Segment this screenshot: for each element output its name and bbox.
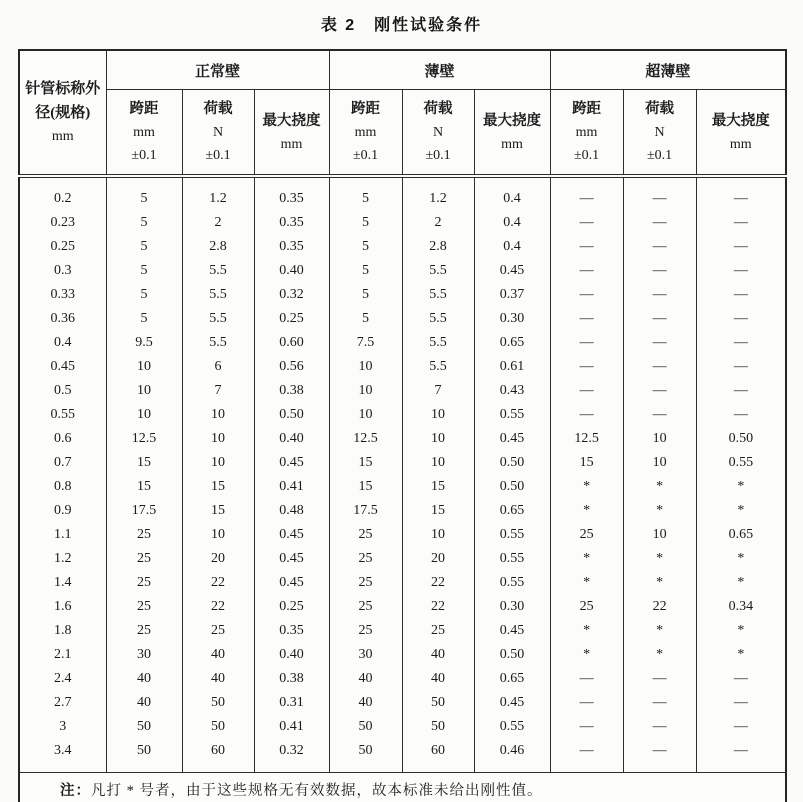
value-cell: * (550, 547, 623, 571)
value-cell: 7 (402, 379, 474, 403)
value-cell: 10 (329, 379, 402, 403)
table-row (19, 427, 786, 451)
spec-cell: 2.7 (19, 691, 106, 715)
value-cell: 0.30 (474, 307, 550, 331)
value-cell: 15 (329, 451, 402, 475)
value-cell: — (623, 259, 696, 283)
value-cell: 5.5 (402, 283, 474, 307)
value-cell: 10 (623, 427, 696, 451)
value-cell: — (550, 211, 623, 235)
value-cell: 0.4 (474, 211, 550, 235)
value-cell: 10 (329, 355, 402, 379)
value-cell: — (623, 283, 696, 307)
value-cell: 0.32 (254, 739, 329, 773)
value-cell: 0.40 (254, 259, 329, 283)
value-cell: 10 (182, 427, 254, 451)
value-cell: 0.61 (474, 355, 550, 379)
table-row (19, 667, 786, 691)
spec-cell: 0.3 (19, 259, 106, 283)
value-cell: 0.55 (696, 451, 786, 475)
value-cell: 50 (402, 691, 474, 715)
value-cell: 0.55 (474, 571, 550, 595)
value-cell: 0.45 (474, 619, 550, 643)
value-cell: 5.5 (402, 259, 474, 283)
value-cell: * (623, 499, 696, 523)
value-cell: 0.45 (474, 259, 550, 283)
value-cell: 5 (329, 211, 402, 235)
spec-cell: 0.9 (19, 499, 106, 523)
table-row (19, 331, 786, 355)
value-cell: 0.34 (696, 595, 786, 619)
value-cell: 12.5 (106, 427, 182, 451)
spec-label-line1: 针管标称外 (25, 80, 101, 97)
rigidity-test-table (18, 49, 787, 802)
value-cell: 25 (106, 595, 182, 619)
value-cell: 5.5 (402, 307, 474, 331)
value-cell: 50 (329, 739, 402, 773)
value-cell: 22 (623, 595, 696, 619)
value-cell: 0.65 (696, 523, 786, 547)
value-cell: 17.5 (329, 499, 402, 523)
value-cell: 5 (329, 176, 402, 211)
value-cell: 10 (402, 427, 474, 451)
value-cell: — (623, 176, 696, 211)
value-cell: 6 (182, 355, 254, 379)
value-cell: 15 (182, 475, 254, 499)
table-row (19, 307, 786, 331)
value-cell: 0.45 (474, 427, 550, 451)
table-row (19, 691, 786, 715)
value-cell: — (550, 176, 623, 211)
value-cell: * (696, 643, 786, 667)
value-cell: 0.45 (474, 691, 550, 715)
spec-cell: 0.55 (19, 403, 106, 427)
value-cell: 0.55 (474, 547, 550, 571)
value-cell: — (550, 715, 623, 739)
value-cell: 0.45 (254, 571, 329, 595)
table-title: 表 2 刚性试验条件 (320, 17, 483, 34)
value-cell: 0.32 (254, 283, 329, 307)
value-cell: * (623, 547, 696, 571)
value-cell: * (550, 499, 623, 523)
header-deflection-ultrathin: 最大挠度 mm (696, 90, 786, 177)
value-cell: — (623, 403, 696, 427)
value-cell: 5.5 (182, 307, 254, 331)
value-cell: 0.41 (254, 475, 329, 499)
header-deflection-normal: 最大挠度 mm (254, 90, 329, 177)
value-cell: 10 (402, 403, 474, 427)
value-cell: 0.56 (254, 355, 329, 379)
spec-cell: 0.4 (19, 331, 106, 355)
value-cell: 25 (550, 523, 623, 547)
value-cell: 25 (106, 619, 182, 643)
value-cell: 15 (402, 499, 474, 523)
value-cell: 0.45 (254, 547, 329, 571)
value-cell: — (550, 235, 623, 259)
value-cell: 5 (329, 259, 402, 283)
spec-cell: 1.8 (19, 619, 106, 643)
value-cell: — (623, 211, 696, 235)
table-row (19, 643, 786, 667)
value-cell: 0.25 (254, 307, 329, 331)
table-row (19, 547, 786, 571)
value-cell: — (696, 283, 786, 307)
value-cell: 50 (329, 715, 402, 739)
header-span-normal: 跨距 mm ±0.1 (106, 90, 182, 177)
table-row (19, 523, 786, 547)
note-row (19, 773, 786, 802)
value-cell: 50 (402, 715, 474, 739)
table-row (19, 715, 786, 739)
value-cell: 0.48 (254, 499, 329, 523)
value-cell: — (550, 307, 623, 331)
value-cell: 15 (402, 475, 474, 499)
value-cell: 25 (182, 619, 254, 643)
value-cell: 0.40 (254, 643, 329, 667)
value-cell: 0.65 (474, 667, 550, 691)
value-cell: 17.5 (106, 499, 182, 523)
value-cell: 10 (182, 451, 254, 475)
table-row (19, 739, 786, 773)
value-cell: — (696, 667, 786, 691)
value-cell: 20 (182, 547, 254, 571)
value-cell: * (623, 619, 696, 643)
value-cell: — (623, 235, 696, 259)
value-cell: 15 (182, 499, 254, 523)
header-span-ultrathin: 跨距 mm ±0.1 (550, 90, 623, 177)
header-span-thin: 跨距 mm ±0.1 (329, 90, 402, 177)
table-row (19, 403, 786, 427)
value-cell: 10 (623, 523, 696, 547)
value-cell: 0.55 (474, 403, 550, 427)
value-cell: 0.4 (474, 176, 550, 211)
value-cell: * (550, 475, 623, 499)
spec-cell: 0.23 (19, 211, 106, 235)
value-cell: * (550, 619, 623, 643)
spec-cell: 0.6 (19, 427, 106, 451)
note-text: 凡打 * 号者，由于这些规格无有效数据，故本标准未给出刚性值。 (91, 782, 543, 799)
value-cell: 0.60 (254, 331, 329, 355)
value-cell: 0.55 (474, 523, 550, 547)
spec-cell: 0.33 (19, 283, 106, 307)
value-cell: 7.5 (329, 331, 402, 355)
value-cell: 0.45 (254, 523, 329, 547)
value-cell: 5.5 (402, 355, 474, 379)
value-cell: * (623, 643, 696, 667)
value-cell: 15 (106, 451, 182, 475)
value-cell: 10 (182, 403, 254, 427)
header-group-normal-wall: 正常壁 (106, 50, 329, 90)
value-cell: — (696, 331, 786, 355)
value-cell: 0.50 (474, 643, 550, 667)
note-prefix: 注： (60, 782, 91, 799)
value-cell: 0.50 (474, 475, 550, 499)
value-cell: 0.43 (474, 379, 550, 403)
value-cell: — (550, 403, 623, 427)
value-cell: 5 (106, 283, 182, 307)
value-cell: 10 (402, 451, 474, 475)
value-cell: * (696, 547, 786, 571)
value-cell: 0.65 (474, 499, 550, 523)
value-cell: — (696, 355, 786, 379)
header-deflection-thin: 最大挠度 mm (474, 90, 550, 177)
value-cell: — (550, 283, 623, 307)
header-group-ultrathin-wall: 超薄壁 (550, 50, 786, 90)
value-cell: * (550, 571, 623, 595)
spec-cell: 0.2 (19, 176, 106, 211)
value-cell: * (696, 619, 786, 643)
spec-cell: 1.2 (19, 547, 106, 571)
header-group-thin-wall: 薄壁 (329, 50, 550, 90)
value-cell: 40 (106, 691, 182, 715)
value-cell: 0.45 (254, 451, 329, 475)
value-cell: 0.38 (254, 667, 329, 691)
value-cell: 2.8 (402, 235, 474, 259)
value-cell: 60 (402, 739, 474, 773)
table-row (19, 451, 786, 475)
value-cell: 5 (106, 259, 182, 283)
value-cell: 1.2 (182, 176, 254, 211)
spec-label-line2: 径(规格) (35, 104, 91, 121)
value-cell: 10 (402, 523, 474, 547)
spec-cell: 0.25 (19, 235, 106, 259)
header-spec-column (19, 50, 106, 176)
value-cell: 40 (329, 691, 402, 715)
spec-cell: 0.5 (19, 379, 106, 403)
value-cell: 25 (106, 523, 182, 547)
table-row (19, 571, 786, 595)
header-load-ultrathin: 荷载 N ±0.1 (623, 90, 696, 177)
value-cell: — (696, 176, 786, 211)
spec-cell: 1.6 (19, 595, 106, 619)
value-cell: 25 (329, 619, 402, 643)
value-cell: 0.40 (254, 427, 329, 451)
value-cell: 30 (106, 643, 182, 667)
value-cell: 0.50 (696, 427, 786, 451)
value-cell: 40 (402, 667, 474, 691)
value-cell: 20 (402, 547, 474, 571)
value-cell: 0.65 (474, 331, 550, 355)
value-cell: — (696, 691, 786, 715)
value-cell: 0.35 (254, 211, 329, 235)
value-cell: 40 (182, 643, 254, 667)
table-body (19, 176, 786, 773)
value-cell: — (623, 691, 696, 715)
value-cell: 0.55 (474, 715, 550, 739)
value-cell: 10 (182, 523, 254, 547)
value-cell: 10 (623, 451, 696, 475)
value-cell: 5 (329, 307, 402, 331)
value-cell: * (696, 475, 786, 499)
value-cell: — (623, 331, 696, 355)
spec-cell: 3 (19, 715, 106, 739)
value-cell: 0.50 (474, 451, 550, 475)
table-row (19, 499, 786, 523)
value-cell: 30 (329, 643, 402, 667)
spec-cell: 0.36 (19, 307, 106, 331)
value-cell: 0.4 (474, 235, 550, 259)
table-row (19, 235, 786, 259)
value-cell: — (696, 259, 786, 283)
value-cell: * (623, 571, 696, 595)
value-cell: 10 (106, 403, 182, 427)
value-cell: 0.38 (254, 379, 329, 403)
value-cell: 60 (182, 739, 254, 773)
value-cell: 2 (402, 211, 474, 235)
value-cell: 22 (182, 595, 254, 619)
value-cell: 10 (106, 355, 182, 379)
spec-cell: 2.4 (19, 667, 106, 691)
spec-label-unit: mm (51, 128, 74, 144)
spec-cell: 0.7 (19, 451, 106, 475)
value-cell: — (550, 739, 623, 773)
value-cell: 40 (106, 667, 182, 691)
value-cell: 5.5 (182, 331, 254, 355)
value-cell: 0.25 (254, 595, 329, 619)
table-row (19, 619, 786, 643)
value-cell: 50 (106, 739, 182, 773)
value-cell: 0.37 (474, 283, 550, 307)
value-cell: 25 (329, 547, 402, 571)
value-cell: — (623, 739, 696, 773)
value-cell: 25 (106, 571, 182, 595)
value-cell: 15 (106, 475, 182, 499)
value-cell: 40 (402, 643, 474, 667)
table-row (19, 379, 786, 403)
value-cell: — (696, 235, 786, 259)
value-cell: — (550, 667, 623, 691)
table-row (19, 176, 786, 211)
value-cell: 12.5 (550, 427, 623, 451)
value-cell: — (550, 259, 623, 283)
value-cell: 50 (182, 715, 254, 739)
value-cell: 5 (106, 176, 182, 211)
value-cell: * (623, 475, 696, 499)
table-row (19, 259, 786, 283)
table-row (19, 595, 786, 619)
spec-cell: 1.1 (19, 523, 106, 547)
value-cell: 25 (550, 595, 623, 619)
value-cell: — (550, 355, 623, 379)
value-cell: 0.35 (254, 235, 329, 259)
table-row (19, 211, 786, 235)
value-cell: 15 (550, 451, 623, 475)
value-cell: 22 (402, 571, 474, 595)
value-cell: — (696, 739, 786, 773)
value-cell: 15 (329, 475, 402, 499)
value-cell: 5.5 (182, 283, 254, 307)
value-cell: 25 (329, 523, 402, 547)
table-note (19, 773, 786, 802)
value-cell: 1.2 (402, 176, 474, 211)
header-load-normal: 荷载 N ±0.1 (182, 90, 254, 177)
value-cell: — (623, 355, 696, 379)
value-cell: — (623, 307, 696, 331)
value-cell: * (696, 571, 786, 595)
value-cell: 0.35 (254, 619, 329, 643)
value-cell: 22 (402, 595, 474, 619)
value-cell: 25 (329, 571, 402, 595)
value-cell: 5.5 (182, 259, 254, 283)
value-cell: 0.35 (254, 176, 329, 211)
value-cell: * (550, 643, 623, 667)
value-cell: 12.5 (329, 427, 402, 451)
spec-cell: 2.1 (19, 643, 106, 667)
value-cell: 10 (106, 379, 182, 403)
value-cell: 25 (106, 547, 182, 571)
value-cell: 25 (402, 619, 474, 643)
value-cell: — (696, 307, 786, 331)
value-cell: — (623, 667, 696, 691)
table-row (19, 283, 786, 307)
value-cell: 2.8 (182, 235, 254, 259)
value-cell: 25 (329, 595, 402, 619)
spec-cell: 1.4 (19, 571, 106, 595)
value-cell: 50 (182, 691, 254, 715)
value-cell: 5 (106, 235, 182, 259)
value-cell: 5 (106, 307, 182, 331)
table-row (19, 355, 786, 379)
value-cell: — (696, 403, 786, 427)
value-cell: 5 (329, 235, 402, 259)
value-cell: — (696, 211, 786, 235)
value-cell: — (623, 379, 696, 403)
value-cell: — (550, 379, 623, 403)
spec-cell: 0.8 (19, 475, 106, 499)
value-cell: 0.50 (254, 403, 329, 427)
value-cell: 0.41 (254, 715, 329, 739)
value-cell: 40 (182, 667, 254, 691)
spec-cell: 3.4 (19, 739, 106, 773)
value-cell: 10 (329, 403, 402, 427)
value-cell: 5 (106, 211, 182, 235)
value-cell: 0.30 (474, 595, 550, 619)
value-cell: 40 (329, 667, 402, 691)
value-cell: 0.31 (254, 691, 329, 715)
value-cell: 5 (329, 283, 402, 307)
value-cell: 9.5 (106, 331, 182, 355)
value-cell: — (696, 379, 786, 403)
value-cell: 7 (182, 379, 254, 403)
value-cell: 0.46 (474, 739, 550, 773)
value-cell: * (696, 499, 786, 523)
header-load-thin: 荷载 N ±0.1 (402, 90, 474, 177)
spec-cell: 0.45 (19, 355, 106, 379)
value-cell: 5.5 (402, 331, 474, 355)
value-cell: — (696, 715, 786, 739)
value-cell: — (550, 331, 623, 355)
value-cell: 2 (182, 211, 254, 235)
value-cell: 22 (182, 571, 254, 595)
value-cell: — (550, 691, 623, 715)
value-cell: 50 (106, 715, 182, 739)
value-cell: — (623, 715, 696, 739)
table-row (19, 475, 786, 499)
